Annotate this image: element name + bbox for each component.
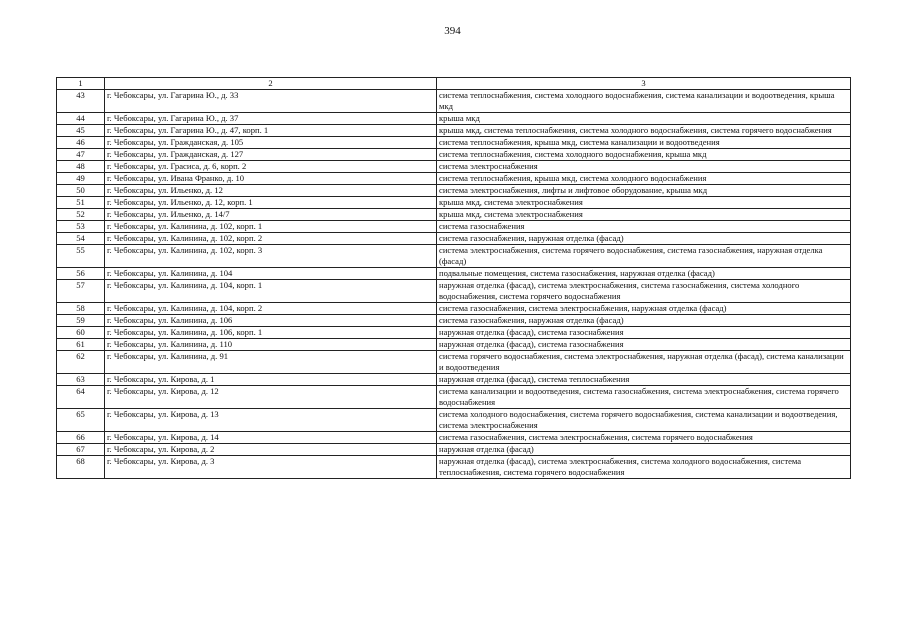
table-row	[57, 315, 851, 327]
row-number: 67	[57, 444, 105, 456]
page-number: 394	[444, 25, 461, 37]
row-address: г. Чебоксары, ул. Гражданская, д. 127	[105, 149, 437, 161]
row-systems: наружная отделка (фасад), система электроснабжения, система холодного водоснабжения, система теплоснабжения, система горячего водоснабжения	[437, 456, 851, 479]
table-row	[57, 125, 851, 137]
row-number: 65	[57, 409, 105, 432]
row-address: г. Чебоксары, ул. Калинина, д. 106, корп. 1	[105, 327, 437, 339]
table-row	[57, 209, 851, 221]
table-row	[57, 432, 851, 444]
row-systems: система электроснабжения, система горячего водоснабжения, система газоснабжения, наружная отделка (фасад)	[437, 245, 851, 268]
table-row	[57, 233, 851, 245]
row-systems: наружная отделка (фасад), система газоснабжения	[437, 339, 851, 351]
column-header-address: 2	[105, 78, 437, 90]
row-number: 60	[57, 327, 105, 339]
row-number: 54	[57, 233, 105, 245]
row-number: 64	[57, 386, 105, 409]
table-row	[57, 444, 851, 456]
row-address: г. Чебоксары, ул. Гражданская, д. 105	[105, 137, 437, 149]
row-systems: наружная отделка (фасад), система газоснабжения	[437, 327, 851, 339]
column-header-systems: 3	[437, 78, 851, 90]
row-address: г. Чебоксары, ул. Калинина, д. 102, корп. 3	[105, 245, 437, 268]
table-row	[57, 268, 851, 280]
row-address: г. Чебоксары, ул. Ильенко, д. 12	[105, 185, 437, 197]
row-address: г. Чебоксары, ул. Гагарина Ю., д. 37	[105, 113, 437, 125]
row-systems: система электроснабжения, лифты и лифтовое оборудование, крыша мкд	[437, 185, 851, 197]
row-systems: система горячего водоснабжения, система электроснабжения, наружная отделка (фасад), система канализации и водоотведения	[437, 351, 851, 374]
row-address: г. Чебоксары, ул. Ильенко, д. 12, корп. 1	[105, 197, 437, 209]
row-number: 61	[57, 339, 105, 351]
row-systems: система холодного водоснабжения, система горячего водоснабжения, система канализации и водоотведения, система электроснабжения	[437, 409, 851, 432]
table-header	[57, 78, 851, 90]
row-systems: система газоснабжения, наружная отделка (фасад)	[437, 233, 851, 245]
buildings-table	[56, 77, 851, 479]
table-row	[57, 185, 851, 197]
row-address: г. Чебоксары, ул. Гагарина Ю., д. 33	[105, 90, 437, 113]
table-row	[57, 90, 851, 113]
row-systems: крыша мкд, система электроснабжения	[437, 209, 851, 221]
row-number: 52	[57, 209, 105, 221]
row-address: г. Чебоксары, ул. Кирова, д. 14	[105, 432, 437, 444]
table-row	[57, 456, 851, 479]
row-address: г. Чебоксары, ул. Грасиса, д. 6, корп. 2	[105, 161, 437, 173]
row-systems: система канализации и водоотведения, система газоснабжения, система электроснабжения, система горячего водоснабжения	[437, 386, 851, 409]
table-row	[57, 339, 851, 351]
table-row	[57, 280, 851, 303]
row-number: 68	[57, 456, 105, 479]
row-systems: система газоснабжения, наружная отделка (фасад)	[437, 315, 851, 327]
row-number: 59	[57, 315, 105, 327]
table-row	[57, 221, 851, 233]
table-row	[57, 161, 851, 173]
table-row	[57, 327, 851, 339]
row-address: г. Чебоксары, ул. Калинина, д. 106	[105, 315, 437, 327]
row-systems: система теплоснабжения, система холодного водоснабжения, система канализации и водоотведения, крыша мкд	[437, 90, 851, 113]
table-row	[57, 303, 851, 315]
row-number: 62	[57, 351, 105, 374]
row-number: 50	[57, 185, 105, 197]
row-address: г. Чебоксары, ул. Калинина, д. 104, корп. 2	[105, 303, 437, 315]
table-row	[57, 245, 851, 268]
table-row	[57, 351, 851, 374]
row-address: г. Чебоксары, ул. Кирова, д. 13	[105, 409, 437, 432]
row-systems: подвальные помещения, система газоснабжения, наружная отделка (фасад)	[437, 268, 851, 280]
table-row	[57, 409, 851, 432]
row-number: 57	[57, 280, 105, 303]
row-number: 66	[57, 432, 105, 444]
table-body	[57, 90, 851, 479]
row-systems: наружная отделка (фасад)	[437, 444, 851, 456]
row-address: г. Чебоксары, ул. Калинина, д. 104, корп. 1	[105, 280, 437, 303]
row-address: г. Чебоксары, ул. Калинина, д. 91	[105, 351, 437, 374]
row-number: 47	[57, 149, 105, 161]
row-address: г. Чебоксары, ул. Кирова, д. 12	[105, 386, 437, 409]
row-systems: наружная отделка (фасад), система теплоснабжения	[437, 374, 851, 386]
row-number: 56	[57, 268, 105, 280]
table-row	[57, 386, 851, 409]
header-row	[57, 78, 851, 90]
row-systems: система газоснабжения, система электроснабжения, наружная отделка (фасад)	[437, 303, 851, 315]
table-row	[57, 374, 851, 386]
table-row	[57, 149, 851, 161]
column-header-number: 1	[57, 78, 105, 90]
row-systems: наружная отделка (фасад), система электроснабжения, система газоснабжения, система холодного водоснабжения, система горячего водоснабжения	[437, 280, 851, 303]
row-systems: система теплоснабжения, система холодного водоснабжения, крыша мкд	[437, 149, 851, 161]
row-address: г. Чебоксары, ул. Кирова, д. 3	[105, 456, 437, 479]
row-systems: крыша мкд	[437, 113, 851, 125]
row-address: г. Чебоксары, ул. Ильенко, д. 14/7	[105, 209, 437, 221]
row-number: 43	[57, 90, 105, 113]
row-address: г. Чебоксары, ул. Калинина, д. 110	[105, 339, 437, 351]
row-number: 53	[57, 221, 105, 233]
row-number: 63	[57, 374, 105, 386]
row-number: 44	[57, 113, 105, 125]
row-systems: система теплоснабжения, крыша мкд, система канализации и водоотведения	[437, 137, 851, 149]
row-number: 55	[57, 245, 105, 268]
row-systems: система электроснабжения	[437, 161, 851, 173]
row-address: г. Чебоксары, ул. Ивана Франко, д. 10	[105, 173, 437, 185]
row-address: г. Чебоксары, ул. Гагарина Ю., д. 47, корп. 1	[105, 125, 437, 137]
row-number: 46	[57, 137, 105, 149]
row-address: г. Чебоксары, ул. Калинина, д. 102, корп. 1	[105, 221, 437, 233]
row-number: 48	[57, 161, 105, 173]
row-systems: система газоснабжения	[437, 221, 851, 233]
row-number: 58	[57, 303, 105, 315]
row-systems: крыша мкд, система теплоснабжения, система холодного водоснабжения, система горячего водоснабжения	[437, 125, 851, 137]
table-row	[57, 137, 851, 149]
row-address: г. Чебоксары, ул. Калинина, д. 102, корп. 2	[105, 233, 437, 245]
row-number: 45	[57, 125, 105, 137]
row-systems: система теплоснабжения, крыша мкд, система холодного водоснабжения	[437, 173, 851, 185]
table-row	[57, 173, 851, 185]
row-address: г. Чебоксары, ул. Калинина, д. 104	[105, 268, 437, 280]
row-systems: крыша мкд, система электроснабжения	[437, 197, 851, 209]
table-row	[57, 113, 851, 125]
row-address: г. Чебоксары, ул. Кирова, д. 1	[105, 374, 437, 386]
row-number: 51	[57, 197, 105, 209]
table-row	[57, 197, 851, 209]
row-address: г. Чебоксары, ул. Кирова, д. 2	[105, 444, 437, 456]
row-systems: система газоснабжения, система электроснабжения, система горячего водоснабжения	[437, 432, 851, 444]
row-number: 49	[57, 173, 105, 185]
